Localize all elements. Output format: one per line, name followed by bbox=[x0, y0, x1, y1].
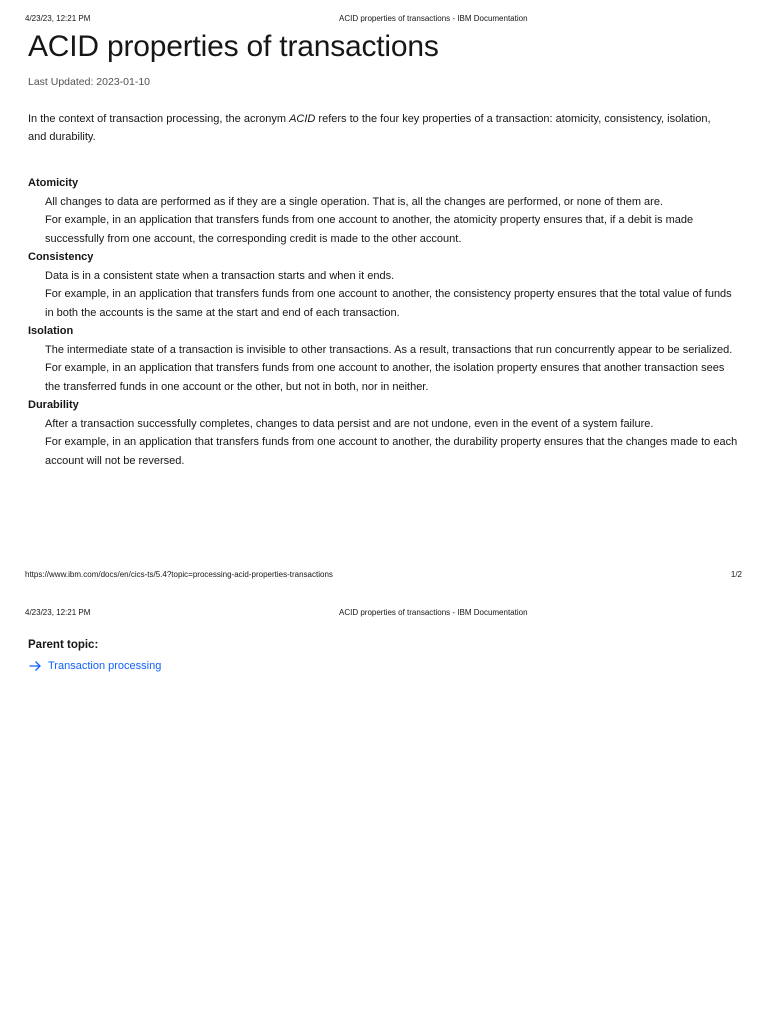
property-example: For example, in an application that transfers funds from one account to another, the atomicity property ensures that, if a debit is made successfully from one account, the corresponding credit is made to the other account. bbox=[45, 214, 694, 245]
print-footer-url: https://www.ibm.com/docs/en/cics-ts/5.4?topic=processing-acid-properties-transactions bbox=[25, 570, 333, 579]
property-definition-durability bbox=[28, 415, 740, 471]
property-definition-atomicity bbox=[28, 193, 740, 249]
print-header-date-page-2: 4/23/23, 12:21 PM bbox=[25, 608, 91, 617]
print-header-date: 4/23/23, 12:21 PM bbox=[25, 14, 91, 23]
intro-text-after: refers to the four key properties of a transaction: atomicity, consistency, isolation, and durability. bbox=[28, 113, 711, 143]
property-description: After a transaction successfully completes, changes to data persist and are not undone, even in the event of a system failure. bbox=[45, 417, 654, 430]
page-title: ACID properties of transactions bbox=[28, 30, 439, 63]
property-term-atomicity: Atomicity bbox=[28, 177, 79, 189]
property-description: The intermediate state of a transaction is invisible to other transactions. As a result, transactions that run concurrently appear to be serialized. bbox=[45, 343, 733, 356]
property-description: All changes to data are performed as if they are a single operation. That is, all the changes are performed, or none of them are. bbox=[45, 195, 663, 208]
property-example: For example, in an application that transfers funds from one account to another, the durability property ensures that the changes made to each account will not be reversed. bbox=[45, 436, 738, 467]
parent-topic-label: Parent topic: bbox=[28, 639, 99, 651]
property-definition-isolation bbox=[28, 341, 740, 397]
property-definition-consistency bbox=[28, 267, 740, 323]
arrow-right-icon bbox=[28, 659, 42, 673]
property-term-consistency: Consistency bbox=[28, 251, 94, 263]
parent-topic-link-text: Transaction processing bbox=[48, 660, 162, 672]
print-header-title-page-2: ACID properties of transactions - IBM Documentation bbox=[339, 608, 528, 617]
intro-paragraph bbox=[28, 111, 718, 146]
property-example: For example, in an application that transfers funds from one account to another, the isolation property ensures that another transaction sees the transferred funds in one account or the other, but not in both, nor in neither. bbox=[45, 362, 725, 393]
property-term-durability: Durability bbox=[28, 399, 79, 411]
property-example: For example, in an application that transfers funds from one account to another, the consistency property ensures that the total value of funds in both the accounts is the same at the start and end of each transaction. bbox=[45, 288, 732, 319]
intro-text-before: In the context of transaction processing, the acronym bbox=[28, 113, 290, 125]
property-term-isolation: Isolation bbox=[28, 325, 74, 337]
property-description: Data is in a consistent state when a transaction starts and when it ends. bbox=[45, 269, 395, 282]
last-updated: Last Updated: 2023-01-10 bbox=[28, 76, 151, 88]
intro-acronym: ACID bbox=[289, 113, 316, 125]
acid-properties-list bbox=[28, 174, 740, 470]
print-header-title: ACID properties of transactions - IBM Documentation bbox=[339, 14, 528, 23]
print-footer-page-number: 1/2 bbox=[730, 570, 742, 579]
parent-topic-link[interactable] bbox=[28, 658, 161, 674]
